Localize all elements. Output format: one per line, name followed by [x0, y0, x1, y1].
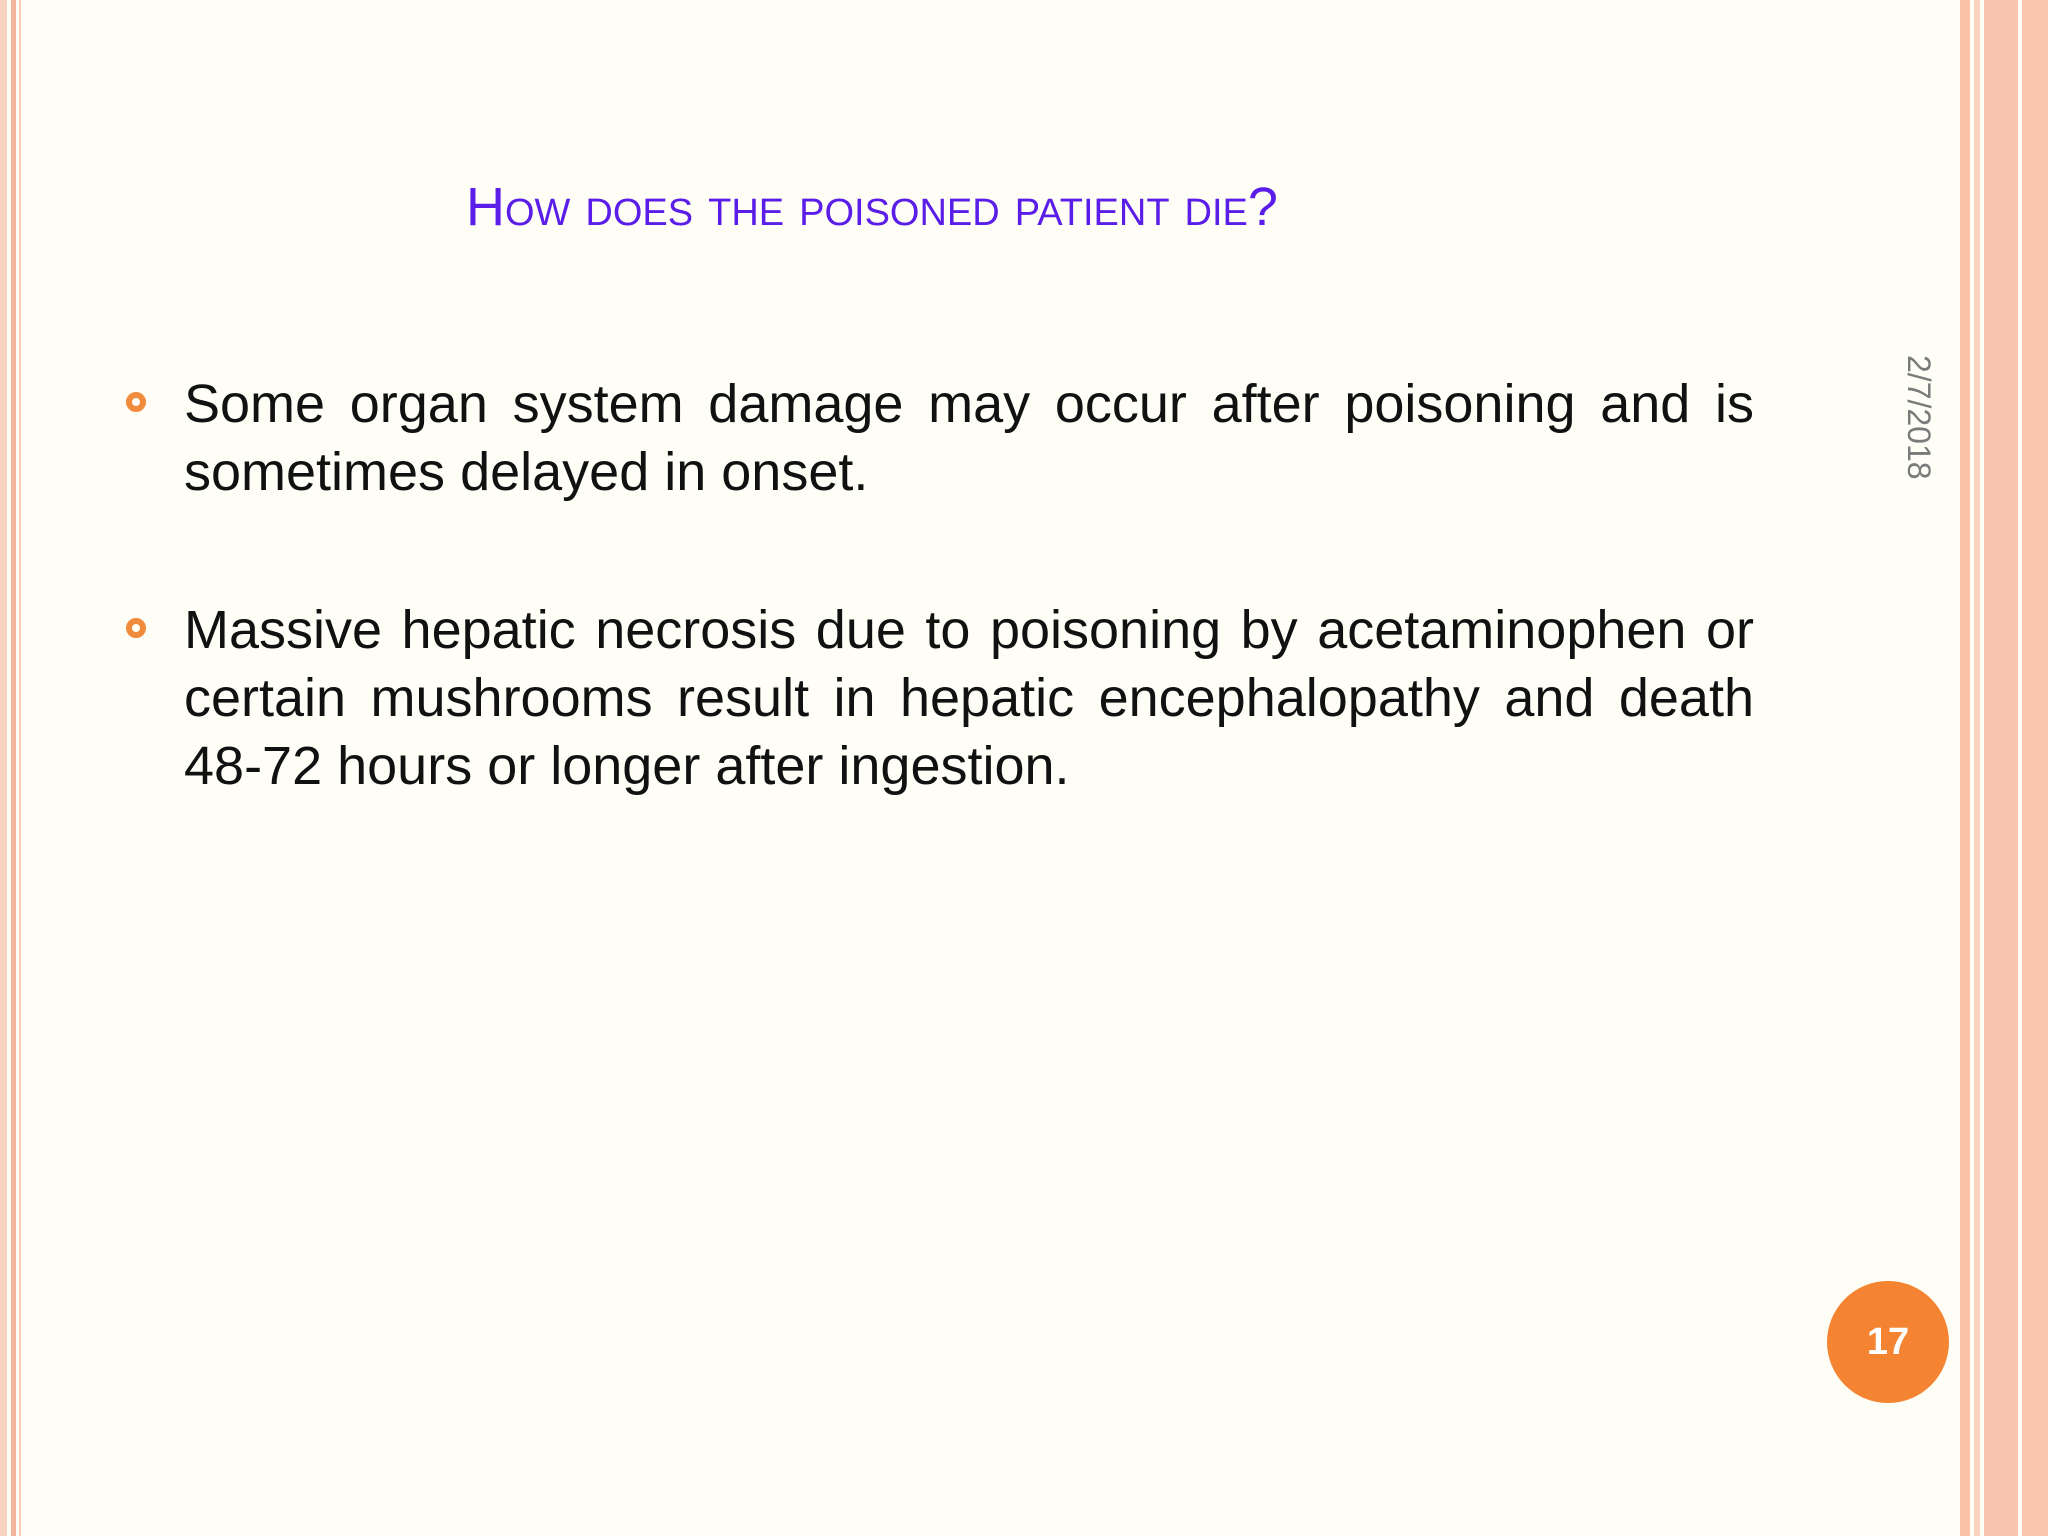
- bullet-item: [124, 370, 1754, 506]
- bullet-circle-icon: [126, 392, 146, 412]
- right-border-strip: [1984, 0, 2018, 1536]
- page-number-badge: 17: [1827, 1281, 1949, 1403]
- slide-title: How does the poisoned patient die?: [466, 177, 1278, 237]
- bullet-list: [124, 370, 1754, 890]
- bullet-text: Massive hepatic necrosis due to poisoning by acetaminophen or certain mushrooms result in hepatic encephalopathy and death 48-72 hours or longer after ingestion.: [184, 600, 1754, 796]
- left-border-strip: [11, 0, 16, 1536]
- slide-date: 2/7/2018: [1901, 355, 1937, 480]
- bullet-item: [124, 596, 1754, 800]
- bullet-circle-icon: [126, 618, 146, 638]
- left-border-strip: [0, 0, 7, 1536]
- right-border-strip: [2022, 0, 2048, 1536]
- bullet-text: Some organ system damage may occur after poisoning and is sometimes delayed in onset.: [184, 374, 1754, 502]
- right-border-strip: [1974, 0, 1980, 1536]
- left-border-strip: [19, 0, 21, 1536]
- right-border-strip: [1960, 0, 1970, 1536]
